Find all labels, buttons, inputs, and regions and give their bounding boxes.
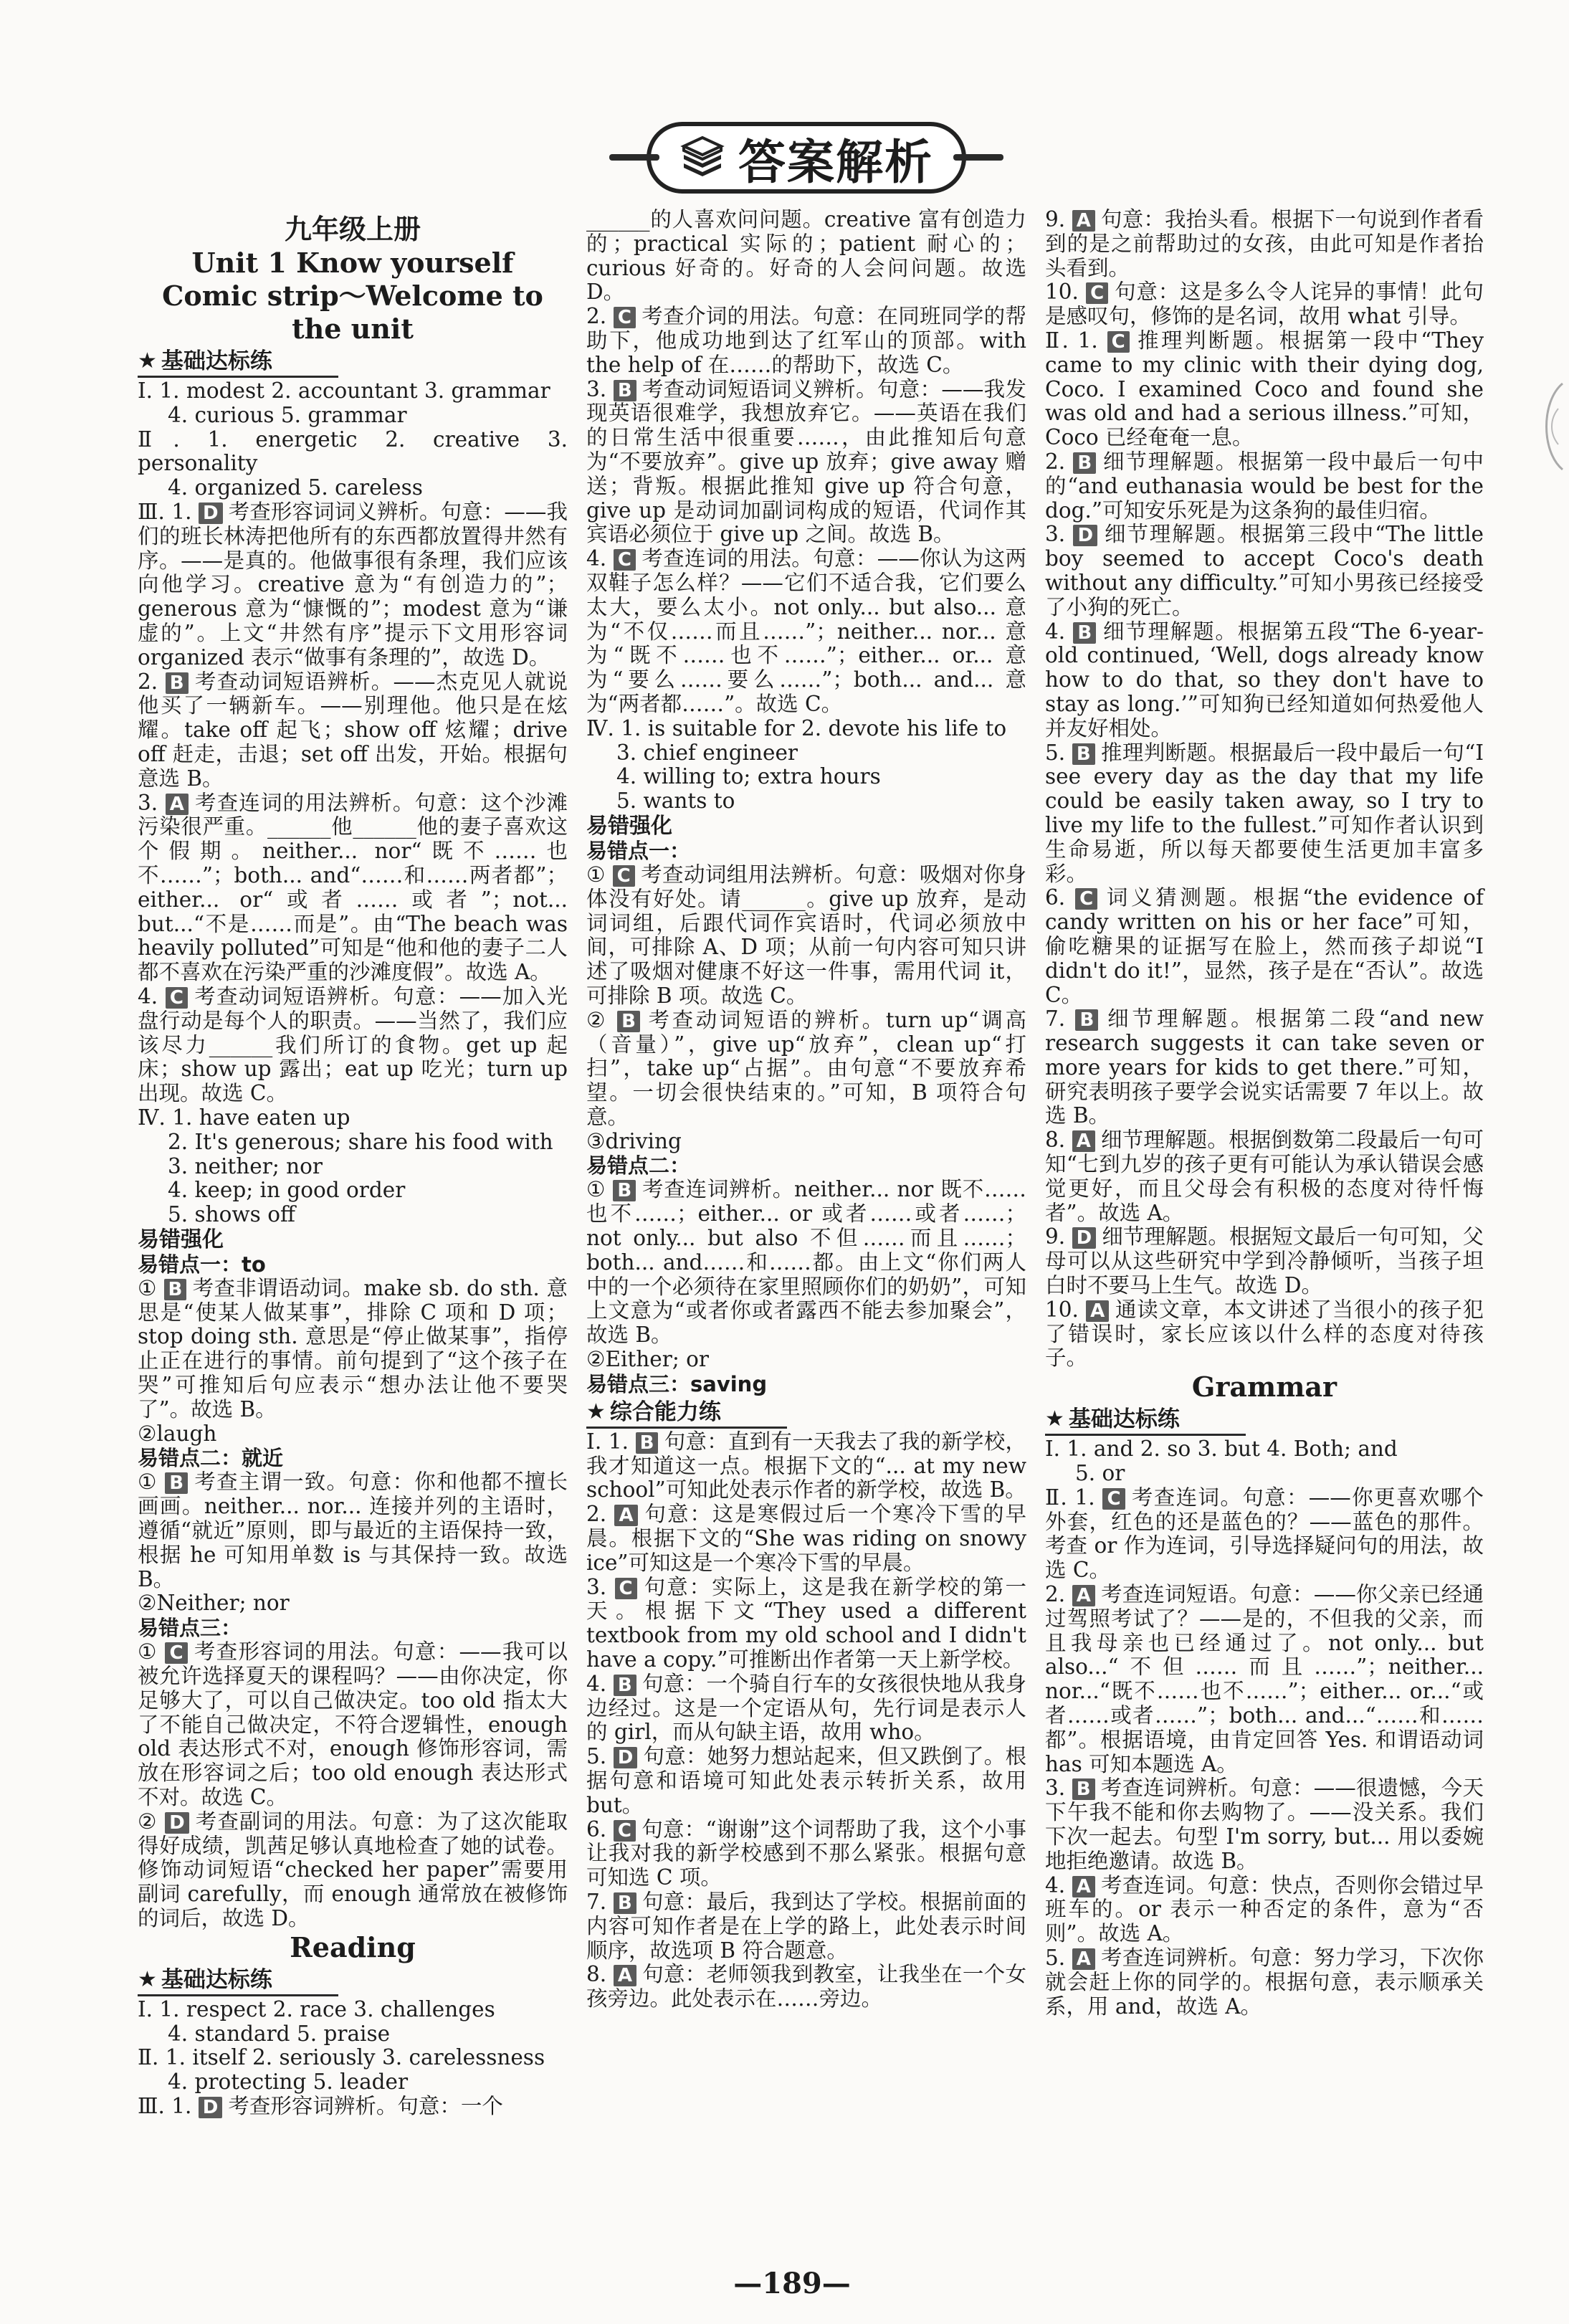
explanation-text: 句意：实际上，这是我在新学校的第一天。根据下文“They used a different textbook from my old school and I didn't have a copy.”可推断出作者第一天上新学校。 xyxy=(586,1574,1026,1672)
answer-line: ______的人喜欢问问题。creative 富有创造力的；practical 实际的；patient 耐心的；curious 好奇的。好奇的人会问问题。故选 D。 xyxy=(586,207,1026,305)
item-number: ② xyxy=(586,1007,609,1032)
item-number: 9. xyxy=(1045,1224,1066,1249)
explanation-text: 细节理解题。根据第三段中“The little boy seemed to accept Coco's death without any difficulty.”可知小男孩已经接受了小狗的死亡。 xyxy=(1045,522,1484,619)
explanation-text: 句意：我抬头看。根据下一句说到作者看到的是之前帮助过的女孩，由此可知是作者抬头看到。 xyxy=(1045,207,1484,280)
item-number: 8. xyxy=(586,1962,607,1987)
item-number: 6. xyxy=(586,1816,607,1842)
explanation-text: 句意：直到有一天我去了我的新学校，我才知道这一点。根据下文的“... at my new school”可知此处表示作者的新学校，故选 B。 xyxy=(586,1429,1026,1502)
answer-item xyxy=(138,2095,568,2119)
answer-choice-badge: C xyxy=(1086,282,1108,304)
section-label: 综合能力练 xyxy=(609,1399,721,1425)
item-number: 10. xyxy=(1045,1297,1079,1322)
answer-choice-badge: C xyxy=(1107,331,1130,353)
answer-line: Ⅰ. 1. respect 2. race 3. challenges xyxy=(138,1996,495,2021)
answer-choice-badge: B xyxy=(1072,1778,1095,1800)
answer-item xyxy=(1045,886,1484,1007)
answer-line: 2. It's generous; share his food with xyxy=(168,1129,553,1154)
item-number: 3. xyxy=(586,1574,607,1599)
answer-item xyxy=(586,1502,1026,1575)
answer-line: Ⅰ. 1. modest 2. accountant 3. grammar xyxy=(138,378,550,403)
explanation-text: 考查连词辨析。neither... nor 既不……也不……；either... or 或者……或者……；not only... but also 不但……而且……；both... and……和……都。由上文“你们两人中的一个必须待在家里照顾你们的奶奶”，可知上文意为“或者你或者露西不能去参加聚会”，故选 B。 xyxy=(586,1177,1026,1348)
answer-choice-badge: D xyxy=(199,2097,223,2118)
answer-choice-badge: B xyxy=(1073,452,1096,474)
section-heading xyxy=(586,1398,787,1429)
unit-heading: Grammar xyxy=(1191,1371,1337,1404)
explanation-text: 考查动词短语辨析。——杰克见人就说他买了一辆新车。——别理他。他只是在炫耀。take off 起飞；show off 炫耀；drive off 赶走，击退；set off 出发，开始。根据句意选 B。 xyxy=(138,669,568,791)
answer-line: Ⅰ. 1. and 2. so 3. but 4. Both; and xyxy=(1045,1437,1398,1462)
explanation-text: 细节理解题。根据第五段“The 6-year-old continued, ‘Well, dogs already know how to do that, so they don't have to stay as long.’”可知狗已经知道如何热爱他人并友好相处。 xyxy=(1045,619,1484,740)
item-number: 4. xyxy=(138,984,158,1009)
answer-line: Ⅱ. 1. itself 2. seriously 3. carelessness xyxy=(138,2045,545,2070)
item-number: ① xyxy=(138,1639,158,1665)
error-point-label: 易错点一： xyxy=(586,838,691,863)
explanation-text: 考查动词短语辨析。句意：——加入光盘行动是每个人的职责。——当然了，我们应该尽力______我们所订的食物。get up 起床；show up 露出；eat up 吃光；turn up 出现。故选 C。 xyxy=(138,984,568,1106)
explanation-text: 考查副词的用法。句意：为了这次能取得好成绩，凯茜足够认真地检查了她的试卷。修饰动词短语“checked her paper”需要用副词 carefully，而 enough 通常放在被修饰的词后，故选 D。 xyxy=(138,1809,568,1931)
item-number: Ⅱ. 1. xyxy=(1045,328,1098,353)
column-2 xyxy=(586,208,1026,2011)
item-number: 4. xyxy=(586,546,607,571)
explanation-text: 考查非谓语动词。make sb. do sth. 意思是“使某人做某事”，排除 C 项和 D 项；stop doing sth. 意思是“停止做某事”，指停止正在进行的事情。前句提到了“这个孩子在哭”可推知后句应表示“想办法让他不要哭了”。故选 B。 xyxy=(138,1275,568,1421)
answer-item xyxy=(1045,1874,1484,1946)
item-number: ① xyxy=(586,862,606,887)
section-label: 基础达标练 xyxy=(161,1966,272,1993)
item-number: 2. xyxy=(586,1502,607,1527)
item-number: ① xyxy=(138,1470,158,1495)
answer-choice-badge: C xyxy=(165,1642,187,1664)
explanation-text: 考查动词短语的辨析。turn up“调高（音量）”，give up“放弃”，clean up“打扫”，take up“占据”。由句意“不要放弃希望。一切会很快结束的。”可知，B 项符合句意。 xyxy=(586,1007,1026,1129)
answer-choice-badge: B xyxy=(1075,1009,1098,1031)
explanation-text: 考查动词短语词义辨析。句意：——我发现英语很难学，我想放弃它。——英语在我们的日常生活中很重要……，由此推知后句意为“不要放弃”。give up 放弃；give away 赠送；背叛。根据此推知 give up 符合句意，give up 是动词加副词构成的短语，代词作其宾语必须位于 give up 之间。故选 B。 xyxy=(586,376,1026,547)
answer-choice-badge: A xyxy=(1072,1876,1095,1897)
answer-line: ②Neither; nor xyxy=(138,1591,290,1616)
answer-line: ②Either; or xyxy=(586,1347,710,1372)
item-number: 7. xyxy=(1045,1006,1066,1032)
answer-item xyxy=(586,547,1026,717)
answer-choice-badge: B xyxy=(613,1180,636,1201)
item-number: 2. xyxy=(1045,449,1066,474)
answer-item xyxy=(1045,741,1484,887)
explanation-text: 考查连词短语。句意：——你父亲已经通过驾照考试了？——是的，不但我的父亲，而且我母亲也已经通过了。not only... but also...“不但……而且……”；neither... nor...“既不……也不……”；either... or...“或者……或者……”；both... and...“……和……都”。根据语境，由肯定回答 Yes. 和谓语动词 has 可知本题选 A。 xyxy=(1045,1582,1484,1776)
explanation-text: 句意：最后，我到达了学校。根据前面的内容可知作者是在上学的路上，此处表示时间顺序，故选项 B 符合题意。 xyxy=(586,1890,1026,1963)
item-number: Ⅲ. 1. xyxy=(138,499,192,524)
section-heading xyxy=(138,347,338,378)
explanation-text: 句意：“谢谢”这个词帮助了我，这个小事让我对我的新学校感到不那么紧张。根据句意可知选 C 项。 xyxy=(586,1816,1026,1890)
answer-banner xyxy=(609,118,1003,197)
answer-item xyxy=(1045,329,1484,450)
answer-line: 5. shows off xyxy=(168,1202,295,1227)
error-point-label: 易错点二：就近 xyxy=(138,1446,284,1471)
answer-choice-badge: B xyxy=(617,1011,640,1032)
answer-line: ②laugh xyxy=(138,1421,217,1446)
banner-box xyxy=(647,122,966,194)
answer-item xyxy=(586,1178,1026,1348)
section-label: 基础达标练 xyxy=(161,348,272,374)
answer-item xyxy=(1045,1486,1484,1583)
answer-line: Ⅳ. 1. have eaten up xyxy=(138,1105,350,1130)
item-number: 5. xyxy=(1045,740,1066,765)
explanation-text: 细节理解题。根据短文最后一句可知，父母可以从这些研究中学到冷静倾听，当孩子坦白时不要马上生气。故选 D。 xyxy=(1045,1224,1484,1298)
answer-line: 4. curious 5. grammar xyxy=(168,402,407,427)
explanation-text: 考查形容词辨析。句意：一个 xyxy=(228,2094,503,2118)
item-number: 3. xyxy=(1045,1776,1066,1801)
explanation-text: 通读文章，本文讲述了当很小的孩子犯了错误时，家长应该以什么样的态度对待孩子。 xyxy=(1045,1297,1484,1371)
section-heading xyxy=(1045,1405,1246,1436)
answer-choice-badge: C xyxy=(613,865,635,887)
answer-item xyxy=(1045,280,1484,329)
answer-item xyxy=(1045,208,1484,280)
answer-item xyxy=(586,378,1026,548)
explanation-text: 考查连词的用法辨析。句意：这个沙滩污染很严重。______他______他的妻子喜欢这个假期。neither... nor“既不……也不……”；both... and“……和……两者都”；either... or“或者……或者”；not... but...“不是……而是”。由“The beach was heavily polluted”可知是“他和他的妻子二人都不喜欢在污染严重的沙滩度假”。故选 A。 xyxy=(138,790,568,985)
answer-item xyxy=(586,1745,1026,1817)
explanation-text: 考查连词。句意：快点，否则你会错过早班车的。or 表示一种否定的条件，意为“否则”。故选 A。 xyxy=(1045,1872,1484,1946)
answer-choice-badge: B xyxy=(614,380,636,401)
answer-item xyxy=(1045,523,1484,619)
explanation-text: 句意：这是多么令人诧异的事情！此句是感叹句，修饰的是名词，故用 what 引导。 xyxy=(1045,280,1484,329)
unit-heading: Reading xyxy=(290,1930,416,1963)
answer-choice-badge: A xyxy=(166,794,189,815)
answer-item xyxy=(1045,1225,1484,1297)
section-heading xyxy=(138,1966,338,1996)
item-number: 6. xyxy=(1045,885,1066,910)
answer-choice-badge: C xyxy=(166,987,188,1009)
answer-choice-badge: D xyxy=(614,1747,638,1768)
answer-choice-badge: C xyxy=(1075,888,1097,910)
explanation-text: 句意：这是寒假过后一个寒冷下雪的早晨。根据下文的“She was riding on snowy ice”可知这是一个寒冷下雪的早晨。 xyxy=(586,1502,1026,1575)
explanation-text: 考查介词的用法。句意：在同班同学的帮助下，他成功地到达了红军山的顶部。with the help of 在……的帮助下，故选 C。 xyxy=(586,304,1026,377)
answer-item xyxy=(1045,1776,1484,1873)
answer-choice-badge: B xyxy=(636,1432,659,1454)
column-1 xyxy=(138,208,568,2119)
answer-line: 5. or xyxy=(1075,1461,1125,1486)
answer-item xyxy=(138,1277,568,1422)
unit-heading: Comic strip～Welcome to the unit xyxy=(162,280,543,345)
answer-item xyxy=(586,1009,1026,1130)
explanation-text: 句意：她努力想站起来，但又跌倒了。根据句意和语境可知此处表示转折关系，故用 but。 xyxy=(586,1744,1026,1817)
answer-choice-badge: B xyxy=(614,1892,636,1914)
answer-line: Ⅳ. 1. is suitable for 2. devote his life to xyxy=(586,715,1007,740)
grade-heading: 九年级上册 xyxy=(284,214,421,245)
answer-item xyxy=(586,1576,1026,1672)
page-number: —189— xyxy=(733,2267,851,2300)
item-number: 10. xyxy=(1045,280,1079,305)
error-point-label: 易错点三：saving xyxy=(586,1371,768,1396)
banner-rule-left xyxy=(609,154,659,161)
explanation-text: 细节理解题。根据第一段中最后一句中的“and euthanasia would be best for the dog.”可知安乐死是为这条狗的最佳归宿。 xyxy=(1045,449,1484,523)
star-icon: ★ xyxy=(586,1399,606,1424)
answer-item xyxy=(138,1810,568,1931)
item-number: 4. xyxy=(586,1671,607,1696)
answer-choice-badge: D xyxy=(1072,1227,1097,1249)
answer-choice-badge: B xyxy=(165,1472,188,1494)
answer-choice-badge: D xyxy=(199,503,223,524)
answer-item xyxy=(138,670,568,791)
books-icon xyxy=(679,135,725,181)
explanation-text: 考查主谓一致。句意：你和他都不擅长画画。neither... nor... 连接并列的主语时，遵循“就近”原则，即与最近的主语保持一致，根据 he 可知用单数 is 与其保持一致。故选 B。 xyxy=(138,1470,568,1591)
answer-choice-badge: A xyxy=(614,1965,636,1986)
answer-line: 5. wants to xyxy=(616,789,735,814)
answer-choice-badge: C xyxy=(1102,1488,1125,1510)
explanation-text: 词义猜测题。根据“the evidence of candy written on his or her face”可知，偷吃糖果的证据写在脸上，然而孩子却说“I didn't do it!”，显然，孩子是在“否认”。故选 C。 xyxy=(1045,885,1484,1007)
answer-choice-badge: B xyxy=(164,1279,187,1300)
explanation-text: 推理判断题。根据第一段中“They came to my clinic with their dying dog, Coco. I examined Coco and found she was old and had a serious illness.”可知，Coco 已经奄奄一息。 xyxy=(1045,328,1484,450)
answer-item xyxy=(1045,1583,1484,1776)
answer-item xyxy=(586,1890,1026,1963)
subsection-heading: 易错强化 xyxy=(138,1227,224,1252)
answer-item xyxy=(586,305,1026,377)
item-number: 7. xyxy=(586,1890,607,1914)
answer-item xyxy=(138,985,568,1106)
item-number: 4. xyxy=(1045,619,1066,644)
banner-rule-right xyxy=(953,154,1003,161)
explanation-text: 推理判断题。根据最后一段中最后一句“I see every day as the day that my life could be easily taken away, so I try to live my life to the fullest.”可知作者认识到生命易逝，所以每天都要使生活更加丰富多彩。 xyxy=(1045,740,1484,886)
answer-item xyxy=(1045,1128,1484,1225)
item-number: 2. xyxy=(138,669,158,694)
item-number: Ⅲ. 1. xyxy=(138,2094,192,2118)
error-point-label: 易错点二： xyxy=(586,1153,691,1178)
answer-item xyxy=(586,863,1026,1009)
answer-choice-badge: A xyxy=(1086,1300,1109,1322)
answer-line: 4. standard 5. praise xyxy=(168,2021,391,2046)
answer-item xyxy=(586,1963,1026,2011)
explanation-text: 细节理解题。根据倒数第二段最后一句可知“七到九岁的孩子更有可能认为承认错误会感觉更好，而且父母会有积极的态度对待忏悔者”。故选 A。 xyxy=(1045,1128,1484,1225)
item-number: 4. xyxy=(1045,1872,1066,1897)
answer-choice-badge: C xyxy=(615,1578,637,1599)
answer-choice-badge: D xyxy=(165,1812,189,1834)
answer-choice-badge: B xyxy=(166,672,189,694)
item-number: 8. xyxy=(1045,1128,1066,1153)
answer-choice-badge: A xyxy=(614,1505,637,1526)
explanation-text: 句意：老师领我到教室，让我坐在一个女孩旁边。此处表示在……旁边。 xyxy=(586,1962,1026,2011)
answer-choice-badge: A xyxy=(1072,1948,1095,1970)
answer-line: 4. protecting 5. leader xyxy=(168,2070,409,2095)
answer-item xyxy=(1045,1946,1484,2019)
subsection-heading: 易错强化 xyxy=(586,813,672,839)
explanation-text: 考查连词的用法。句意：——你认为这两双鞋子怎么样？——它们不适合我，它们要么太大，要么太小。not only... but also... 意为“不仅……而且……”；neither... nor... 意为“既不……也不……”；either... or... 意为“要么……要么……”；both... and... 意为“两者都……”。故选 C。 xyxy=(586,546,1026,716)
item-number: 3. xyxy=(1045,522,1066,547)
answer-item xyxy=(138,500,568,670)
item-number: ① xyxy=(586,1177,606,1202)
item-number: Ⅱ. 1. xyxy=(1045,1485,1095,1510)
explanation-text: 细节理解题。根据第二段“and new research suggests it can take seven or more years for kids to get there.”可知，研究表明孩子要学会说实话需要 7 年以上。故选 B。 xyxy=(1045,1006,1484,1128)
answer-choice-badge: B xyxy=(614,1675,636,1696)
answer-item xyxy=(1045,620,1484,741)
answer-choice-badge: A xyxy=(1072,210,1095,232)
answer-line: 3. chief engineer xyxy=(616,740,798,765)
item-number: 3. xyxy=(138,790,158,815)
answer-choice-badge: C xyxy=(614,1820,636,1842)
item-number: 9. xyxy=(1045,207,1066,232)
explanation-text: 考查动词组用法辨析。句意：吸烟对你身体没有好处。请______。give up 放弃，是动词词组，后跟代词作宾语时，代词必须放中间，可排除 A、D 项；从前一句内容可知只讲述了吸烟对健康不好这一件事，需用代词 it，可排除 B 项。故选 C。 xyxy=(586,862,1026,1008)
column-3 xyxy=(1045,208,1484,2019)
explanation-text: 考查形容词的用法。句意：——我可以被允许选择夏天的课程吗？——由你决定，你足够大了，可以自己做决定。too old 指太大了不能自己做决定，不符合逻辑性，enough old 表达形式不对，enough 修饰形容词，需放在形容词之后；too old enough 表达形式不对。故选 C。 xyxy=(138,1639,568,1810)
item-number: ① xyxy=(138,1275,157,1300)
banner-title: 答案解析 xyxy=(738,134,933,190)
explanation-text: 句意：一个骑自行车的女孩很快地从我身边经过。这是一个定语从句，先行词是表示人的 girl，而从句缺主语，故用 who。 xyxy=(586,1671,1026,1745)
answer-choice-badge: B xyxy=(1072,743,1095,765)
error-point-label: 易错点三： xyxy=(138,1616,242,1641)
item-number: 5. xyxy=(1045,1945,1066,1970)
answer-item xyxy=(138,791,568,985)
answer-line: 3. neither; nor xyxy=(168,1153,323,1178)
answer-choice-badge: D xyxy=(1073,525,1097,546)
answer-item xyxy=(1045,1298,1484,1371)
binding-mark-icon xyxy=(1534,380,1567,473)
explanation-text: 考查形容词词义辨析。句意：——我们的班长林涛把他所有的东西都放置得井然有序。——是真的。他做事很有条理，我们应该向他学习。creative 意为“有创造力的”；generous 意为“慷慨的”；modest 意为“谦虚的”。上文“井然有序”提示下文用形容词 organized 表示“做事有条理的”，故选 D。 xyxy=(138,499,568,670)
explanation-text: 考查连词。句意：——你更喜欢哪个外套，红色的还是蓝色的？——蓝色的那件。考查 or 作为连词，引导选择疑问句的用法，故选 C。 xyxy=(1045,1485,1484,1583)
answer-line: Ⅱ. 1. energetic 2. creative 3. personality xyxy=(138,427,568,476)
item-number: 5. xyxy=(586,1744,607,1769)
explanation-text: 考查连词辨析。句意：——很遗憾，今天下午我不能和你去购物了。——没关系。我们下次一起去。句型 I'm sorry, but... 用以委婉地拒绝邀请。故选 B。 xyxy=(1045,1776,1484,1873)
item-number: 2. xyxy=(586,304,607,329)
answer-item xyxy=(586,1672,1026,1745)
answer-choice-badge: A xyxy=(1072,1130,1095,1152)
error-point-label: 易错点一：to xyxy=(138,1252,266,1277)
star-icon: ★ xyxy=(138,1966,157,1992)
answer-line: 4. keep; in good order xyxy=(168,1178,406,1203)
answer-item xyxy=(586,1430,1026,1502)
answer-item xyxy=(1045,450,1484,523)
answer-line: ③driving xyxy=(586,1128,682,1153)
item-number: Ⅰ. 1. xyxy=(586,1429,629,1454)
answer-item xyxy=(138,1470,568,1591)
section-label: 基础达标练 xyxy=(1068,1406,1180,1433)
item-number: 2. xyxy=(1045,1582,1066,1607)
item-number: 3. xyxy=(586,376,607,401)
explanation-text: 考查连词辨析。句意：努力学习，下次你就会赶上你的同学的。根据句意，表示顺承关系，用 and，故选 A。 xyxy=(1045,1945,1484,2019)
answer-line: 4. willing to; extra hours xyxy=(616,764,881,789)
item-number: ② xyxy=(138,1809,158,1834)
answer-item xyxy=(138,1640,568,1810)
answer-choice-badge: B xyxy=(1073,622,1096,644)
unit-heading: Unit 1 Know yourself xyxy=(191,247,514,279)
answer-choice-badge: C xyxy=(614,549,636,571)
answer-choice-badge: A xyxy=(1072,1585,1095,1606)
star-icon: ★ xyxy=(1045,1406,1064,1432)
star-icon: ★ xyxy=(138,348,157,373)
answer-line: 4. organized 5. careless xyxy=(168,475,423,500)
answer-choice-badge: C xyxy=(614,307,636,328)
answer-item xyxy=(586,1818,1026,1890)
answer-item xyxy=(1045,1007,1484,1128)
